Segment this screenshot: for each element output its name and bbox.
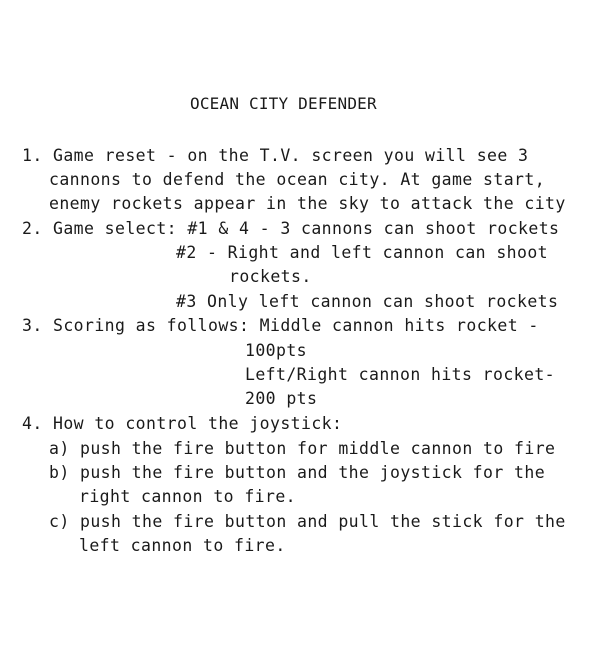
instruction-line-9: 100pts bbox=[245, 341, 308, 360]
instruction-line-10: Left/Right cannon hits rocket- bbox=[245, 365, 556, 384]
instruction-line-15: right cannon to fire. bbox=[79, 487, 297, 506]
instruction-line-13: a) push the fire button for middle cannon to fire bbox=[49, 439, 556, 458]
instruction-line-12: 4. How to control the joystick: bbox=[22, 414, 343, 433]
instruction-line-3: enemy rockets appear in the sky to attack the city bbox=[49, 194, 566, 213]
instruction-line-4: 2. Game select: #1 & 4 - 3 cannons can shoot rockets bbox=[22, 219, 560, 238]
instruction-line-2: cannons to defend the ocean city. At game start, bbox=[49, 170, 546, 189]
instruction-line-8: 3. Scoring as follows: Middle cannon hits rocket - bbox=[22, 316, 539, 335]
instruction-line-1: 1. Game reset - on the T.V. screen you will see 3 bbox=[22, 146, 529, 165]
instruction-line-5: #2 - Right and left cannon can shoot bbox=[176, 243, 549, 262]
instruction-line-16: c) push the fire button and pull the stick for the bbox=[49, 512, 566, 531]
instruction-line-14: b) push the fire button and the joystick for the bbox=[49, 463, 546, 482]
instruction-line-7: #3 Only left cannon can shoot rockets bbox=[176, 292, 559, 311]
instruction-line-17: left cannon to fire. bbox=[79, 536, 286, 555]
document-title: OCEAN CITY DEFENDER bbox=[190, 94, 377, 113]
instruction-line-11: 200 pts bbox=[245, 389, 318, 408]
instruction-line-6: rockets. bbox=[229, 267, 312, 286]
